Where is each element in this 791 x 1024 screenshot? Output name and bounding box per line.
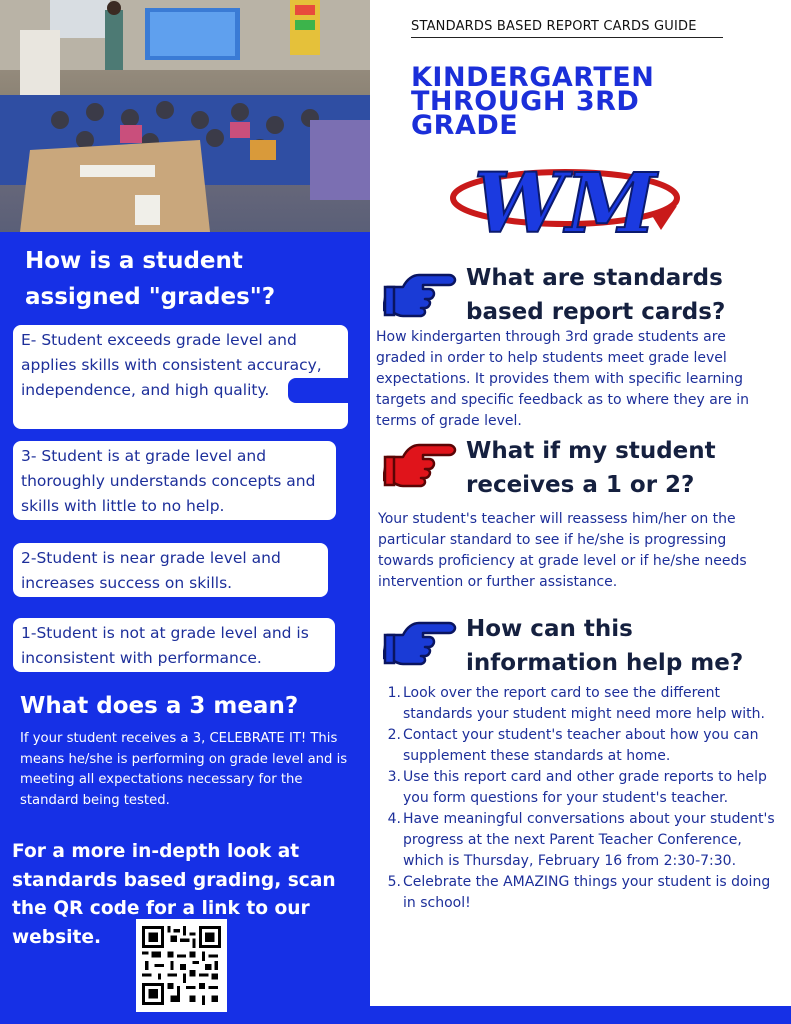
qr-text: For a more in-depth look at standards based grading, scan the QR code for a link to our website.	[12, 841, 336, 948]
steps-list	[386, 683, 781, 914]
grade-1-box	[13, 618, 335, 672]
qr-code-icon[interactable]	[136, 919, 227, 1012]
guide-title: STANDARDS BASED REPORT CARDS GUIDE	[411, 18, 723, 38]
classroom-photo	[0, 0, 370, 232]
section-2-body: Your student's teacher will reassess him/her on the particular standard to see if he/she is progressing towards proficiency at grade level or if he/she needs intervention or further assistance.	[378, 511, 747, 590]
list-item	[386, 872, 781, 914]
grade-2-text: 2-Student is near grade level and increases success on skills.	[21, 549, 281, 592]
grade-1-text: 1-Student is not at grade level and is inconsistent with performance.	[21, 624, 309, 667]
grade-3-text: 3- Student is at grade level and thoroughly understands concepts and skills with little to no help.	[21, 447, 316, 515]
bottom-bar	[370, 1006, 791, 1024]
mean-body: If your student receives a 3, CELEBRATE IT! This means he/she is performing on grade level and is meeting all expectations necessary for the standard being tested.	[20, 731, 348, 808]
classroom-illustration	[0, 0, 370, 232]
step-number: 5.	[387, 874, 401, 890]
step-number: 2.	[387, 727, 401, 743]
wm-logo-icon	[445, 146, 685, 262]
step-text: Look over the report card to see the different standards your student might need more help with.	[403, 685, 765, 722]
grade-2-box	[13, 543, 328, 597]
main-title: KINDERGARTEN THROUGH 3RD GRADE	[411, 62, 655, 141]
grades-heading: How is a student assigned "grades"?	[25, 248, 276, 310]
section-3-heading: How can this information help me?	[466, 616, 744, 676]
section-1-heading: What are standards based report cards?	[466, 265, 726, 325]
list-item	[386, 809, 781, 872]
step-text: Use this report card and other grade reports to help you form questions for your student's teacher.	[403, 769, 767, 806]
logo-text: WM	[473, 156, 657, 252]
pointing-hand-icon	[383, 443, 457, 493]
step-number: 3.	[387, 769, 401, 785]
step-text: Have meaningful conversations about your student's progress at the next Parent Teacher Conference, which is Thursday, February 16 from 2:30-7:30.	[403, 811, 775, 869]
section-1-body: How kindergarten through 3rd grade students are graded in order to help students meet grade level expectations. It provides them with specific learning targets and specific feedback as to where they are in terms of grade level.	[376, 329, 750, 429]
mean-heading: What does a 3 mean?	[20, 693, 299, 719]
step-number: 1.	[387, 685, 401, 701]
grade-e-box	[13, 325, 348, 429]
pointing-hand-icon	[383, 273, 457, 323]
list-item	[386, 683, 781, 725]
step-text: Celebrate the AMAZING things your student is doing in school!	[403, 874, 771, 911]
step-text: Contact your student's teacher about how you can supplement these standards at home.	[403, 727, 759, 764]
step-number: 4.	[387, 811, 401, 827]
list-item	[386, 725, 781, 767]
list-item	[386, 767, 781, 809]
pointing-hand-icon	[383, 621, 457, 671]
section-2-heading: What if my student receives a 1 or 2?	[466, 438, 716, 498]
grade-e-text: E- Student exceeds grade level and applies skills with consistent accuracy, independence, and high quality.	[21, 331, 322, 399]
grade-3-box	[13, 441, 336, 520]
